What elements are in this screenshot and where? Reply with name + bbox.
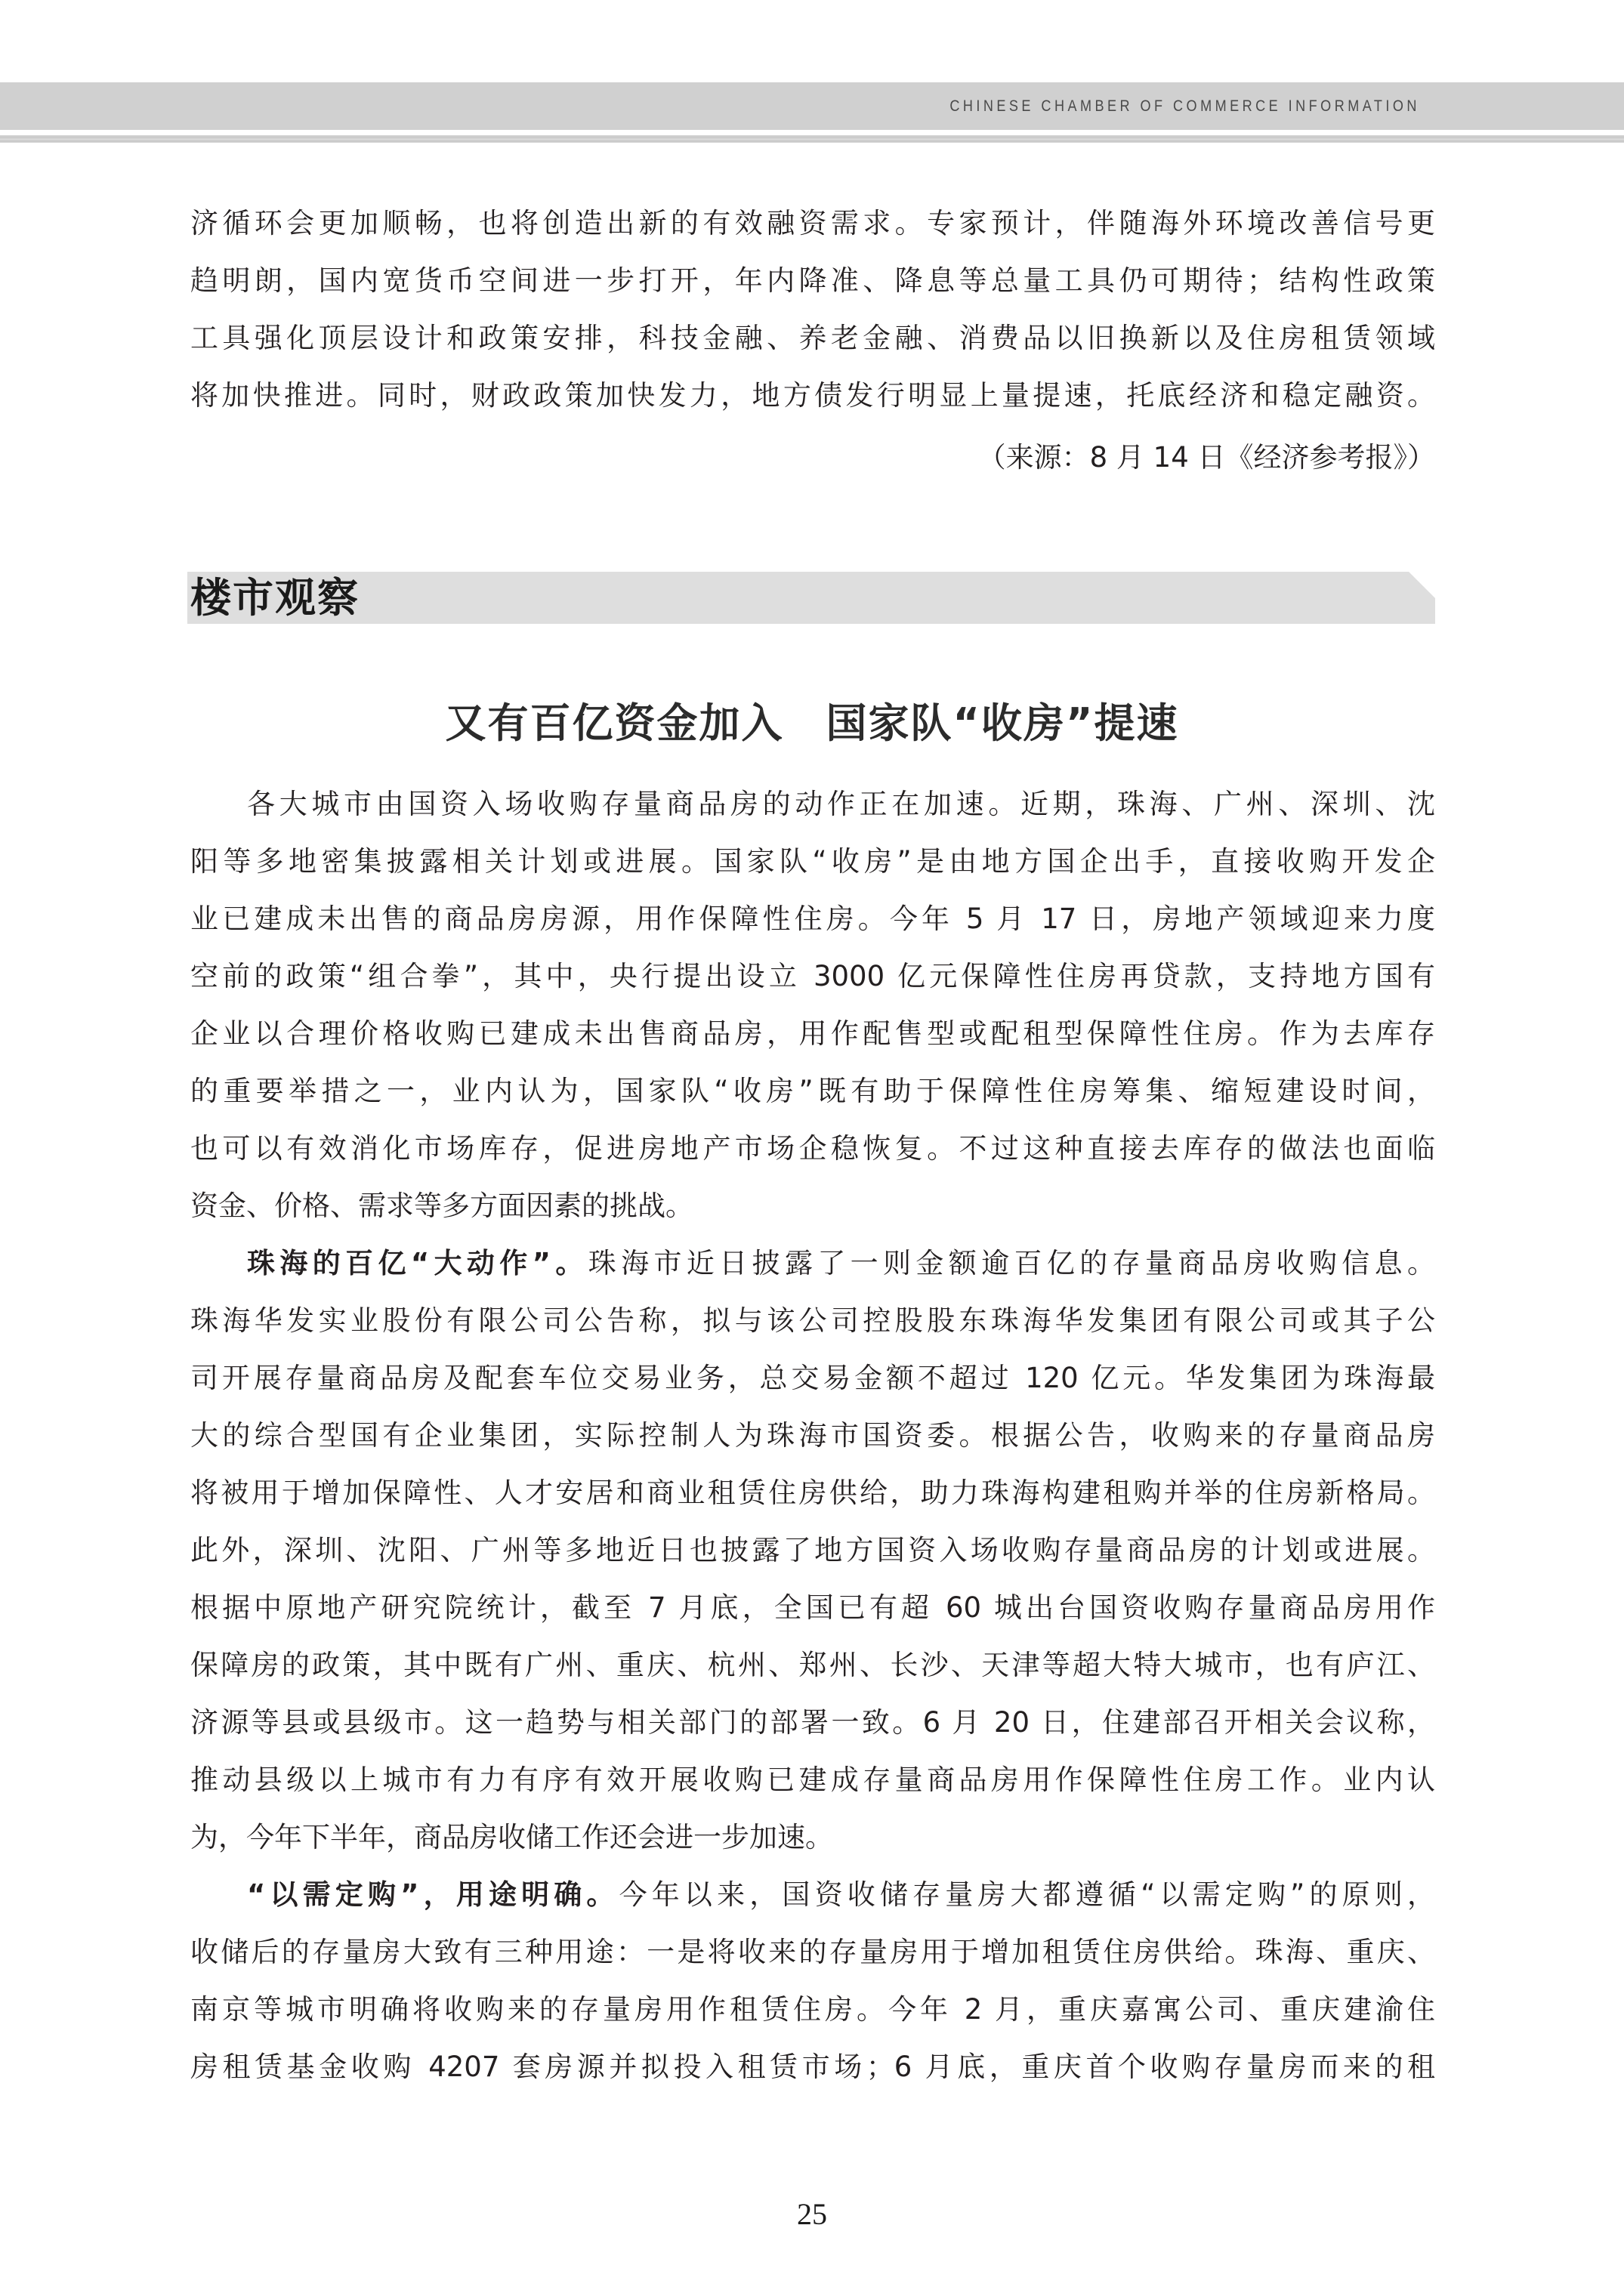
paragraph-line: 将被用于增加保障性、人才安居和商业租赁住房供给，助力珠海构建租购并举的住房新格局。 bbox=[190, 1477, 1435, 1509]
paragraph-lead-heading: “以需定购”，用途明确。 bbox=[247, 1878, 619, 1911]
paragraph-line: 保障房的政策，其中既有广州、重庆、杭州、郑州、长沙、天津等超大特大城市，也有庐江、 bbox=[190, 1649, 1435, 1681]
paragraph-line: 济源等县或县级市。这一趋势与相关部门的部署一致。6 月 20 日，住建部召开相关会议称， bbox=[190, 1706, 1435, 1739]
paragraph-line: 阳等多地密集披露相关计划或进展。国家队“收房”是由地方国企出手，直接收购开发企 bbox=[190, 845, 1435, 878]
section-header-band bbox=[187, 572, 1435, 624]
paragraph-line-text: 珠海市近日披露了一则金额逾百亿的存量商品房收购信息。 bbox=[588, 1247, 1435, 1279]
paragraph-line: 珠海华发实业股份有限公司公告称，拟与该公司控股股东珠海华发集团有限公司或其子公 bbox=[190, 1304, 1435, 1337]
paragraph-line: 此外，深圳、沈阳、广州等多地近日也披露了地方国资入场收购存量商品房的计划或进展。 bbox=[190, 1534, 1435, 1566]
section-title: 楼市观察 bbox=[190, 573, 360, 622]
paragraph-line: 资金、价格、需求等多方面因素的挑战。 bbox=[190, 1190, 693, 1222]
article-paragraph bbox=[190, 1866, 1435, 2096]
running-head-band bbox=[0, 82, 1624, 130]
source-citation: （来源：8 月 14 日《经济参考报》） bbox=[977, 441, 1435, 474]
paragraph-line: 南京等城市明确将收购来的存量房用作租赁住房。今年 2 月，重庆嘉寓公司、重庆建渝住 bbox=[190, 1993, 1435, 2026]
paragraph-line: 企业以合理价格收购已建成未出售商品房，用作配售型或配租型保障性住房。作为去库存 bbox=[190, 1017, 1435, 1050]
paragraph-line: 大的综合型国有企业集团，实际控制人为珠海市国资委。根据公告，收购来的存量商品房 bbox=[190, 1419, 1435, 1452]
paragraph-line: 也可以有效消化市场库存，促进房地产市场企稳恢复。不过这种直接去库存的做法也面临 bbox=[190, 1132, 1435, 1165]
paragraph-line: 房租赁基金收购 4207 套房源并拟投入租赁市场；6 月底，重庆首个收购存量房而来的租 bbox=[190, 2051, 1435, 2083]
paragraph-first-line bbox=[190, 1235, 1435, 1292]
article-paragraph bbox=[190, 776, 1435, 1235]
paragraph-line: 为，今年下半年，商品房收储工作还会进一步加速。 bbox=[190, 1821, 833, 1853]
paragraph-line: 各大城市由国资入场收购存量商品房的动作正在加速。近期，珠海、广州、深圳、沈 bbox=[247, 788, 1435, 820]
article-paragraph bbox=[190, 1235, 1435, 1866]
paragraph-line: 根据中原地产研究院统计，截至 7 月底，全国已有超 60 城出台国资收购存量商品房用作 bbox=[190, 1591, 1435, 1624]
paragraph-line: 推动县级以上城市有力有序有效开展收购已建成存量商品房用作保障性住房工作。业内认 bbox=[190, 1764, 1435, 1796]
paragraph-lead-heading: 珠海的百亿“大动作”。 bbox=[247, 1247, 588, 1279]
paragraph-line: 收储后的存量房大致有三种用途：一是将收来的存量房用于增加租赁住房供给。珠海、重庆、 bbox=[190, 1936, 1435, 1968]
continued-paragraph bbox=[190, 195, 1435, 424]
paragraph-line: 业已建成未出售的商品房房源，用作保障性住房。今年 5 月 17 日，房地产领域迎来力度 bbox=[190, 903, 1435, 935]
paragraph-line: 工具强化顶层设计和政策安排，科技金融、养老金融、消费品以旧换新以及住房租赁领域 bbox=[190, 322, 1435, 354]
paragraph-line-text: 今年以来，国资收储存量房大都遵循“以需定购”的原则， bbox=[619, 1878, 1435, 1911]
paragraph-line: 趋明朗，国内宽货币空间进一步打开，年内降准、降息等总量工具仍可期待；结构性政策 bbox=[190, 264, 1435, 297]
running-head-title: CHINESE CHAMBER OF COMMERCE INFORMATION bbox=[949, 97, 1420, 115]
article-title: 又有百亿资金加入 国家队“收房”提速 bbox=[445, 699, 1179, 747]
paragraph-line: 将加快推进。同时，财政政策加快发力，地方债发行明显上量提速，托底经济和稳定融资。 bbox=[190, 379, 1435, 412]
paragraph-line: 空前的政策“组合拳”，其中，央行提出设立 3000 亿元保障性住房再贷款，支持地方国有 bbox=[190, 960, 1435, 992]
page-number: 25 bbox=[797, 2197, 827, 2231]
paragraph-line: 济循环会更加顺畅，也将创造出新的有效融资需求。专家预计，伴随海外环境改善信号更 bbox=[190, 207, 1435, 239]
paragraph-line: 的重要举措之一，业内认为，国家队“收房”既有助于保障性住房筹集、缩短建设时间， bbox=[190, 1075, 1435, 1107]
header-divider bbox=[0, 135, 1624, 143]
paragraph-line: 司开展存量商品房及配套车位交易业务，总交易金额不超过 120 亿元。华发集团为珠海最 bbox=[190, 1362, 1435, 1394]
paragraph-first-line bbox=[190, 1866, 1435, 1924]
article-body bbox=[190, 776, 1435, 2096]
